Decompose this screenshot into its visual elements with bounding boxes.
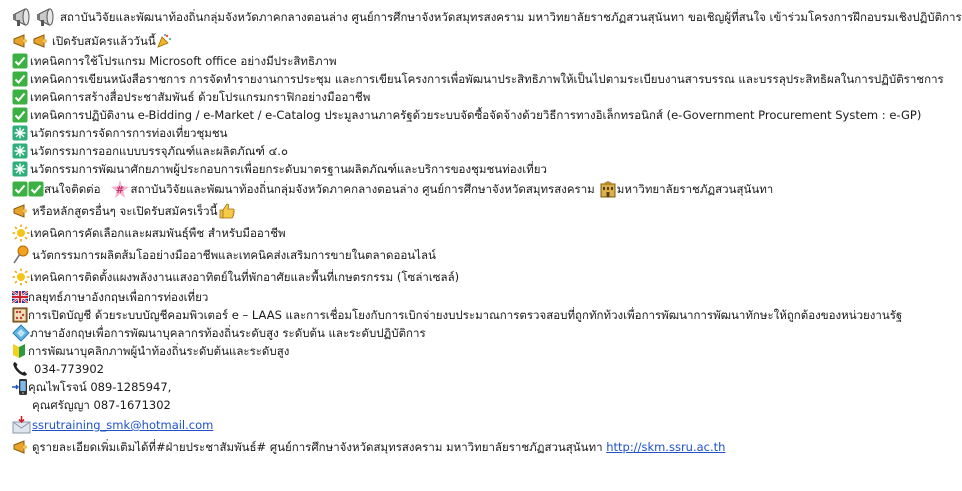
horn-icon [12,33,32,49]
megaphone-icon [12,6,36,28]
check-icon [12,53,28,69]
phone-line [12,360,958,378]
extra-item [12,244,958,266]
innovation-item [12,124,958,142]
interest-institute: สถาบันวิจัยและพัฒนาท้องถิ่นกลุ่มจังหวัดภาคกลางตอนล่าง ศูนย์การศึกษาจังหวัดสมุทรสงคราม [130,182,595,196]
extra-item [12,222,958,244]
mobile-contact-1: คุณไพโรจน์ 089-1285947, [28,380,172,394]
check-icon [12,71,28,87]
intro-text: สถาบันวิจัยและพัฒนาท้องถิ่นกลุ่มจังหวัดภาคกลางตอนล่าง ศูนย์การศึกษาจังหวัดสมุทรสงคราม มหาวิทยาลัยราชภัฏสวนสุนันทา ขอเชิญผู้ที่สนใจ เข้าร่วมโครงการฝึกอบรมเชิงปฏิบัติการ [60,10,962,24]
course-text: เทคนิคการสร้างสื่อประชาสัมพันธ์ ด้วยโปรแกรมกราฟิกอย่างมืออาชีพ [30,90,371,104]
extra-text: ภาษาอังกฤษเพื่อการพัฒนาบุคลากรท้องถิ่นระดับสูง ระดับต้น และระดับปฏิบัติการ [30,326,426,340]
megaphone-icon [36,6,60,28]
course-item [12,88,958,106]
course-text: เทคนิคการปฏิบัติงาน e-Bidding / e-Market / e-Catalog ประมูลงานภาครัฐด้วยระบบจัดซื้อจัดจ้างด้วยวิธีการทางอิเล็กทรอนิกส์ (e-Government Procurement System : e-GP) [30,108,922,122]
sun-icon [12,224,30,242]
mobile-line [12,378,958,396]
course-item [12,52,958,70]
extra-text: เทคนิคการติดตั้งแผงพลังงานแสงอาทิตย์ในที่พักอาศัยและพื้นที่เกษตรกรรม (โซล่าเซลล์) [30,270,460,284]
mobile-contact-2: คุณศรัญญา 087-1671302 [32,398,171,412]
extra-item [12,266,958,288]
extra-text: การพัฒนาบุคลิกภาพผู้นำท้องถิ่นระดับต้นและระดับสูง [28,344,290,358]
innovation-item [12,142,958,160]
building-icon [599,180,617,198]
extra-text: นวัตกรรมการผลิตส้มโออย่างมืออาชีพและเทคนิคส่งเสริมการขายในตลาดออนไลน์ [32,248,436,262]
uk-flag-icon [12,291,28,303]
mobile-phone-icon [12,378,28,396]
innovation-text: นวัตกรรมการจัดการการท่องเที่ยวชุมชน [30,126,228,140]
open-text: เปิดรับสมัครแล้ววันนี้ [52,34,156,48]
check-icon [12,107,28,123]
sun-icon [12,268,30,286]
sparkle-icon [12,125,28,141]
extra-item [12,342,958,360]
email-link[interactable]: ssrutraining_smk@hotmail.com [32,418,214,432]
extra-item [12,288,958,306]
extra-item [12,306,958,324]
innovation-text: นวัตกรรมการพัฒนาศักยภาพผู้ประกอบการเพื่อยกระดับมาตรฐานผลิตภัณฑ์และบริการของชุมชนท่องเที่ยว [30,162,547,176]
footer-line [12,436,958,458]
horn-icon [12,439,32,455]
extra-text: การเปิดบัญชี ด้วยระบบบัญชีคอมพิวเตอร์ e – LAAS และการเชื่อมโยงกับการเบิกจ่ายงบประมาณการตรวจสอบที่ถูกทักท้วงเพื่อการพัฒนาการพัฒนาทักษะให้ถูกต้องของหน่วยงานรัฐ [28,308,903,322]
check-icon [12,89,28,105]
interest-university: มหาวิทยาลัยราชภัฏสวนสุนันทา [616,182,774,196]
email-line [12,414,958,436]
extra-text: เทคนิคการคัดเลือกและผสมพันธุ์พืช สำหรับมืออาชีพ [30,226,286,240]
beginner-icon [12,343,26,359]
open-line [12,30,958,52]
footer-text: ดูรายละเอียดเพิ่มเติมได้ที่#ฝ่ายประชาสัมพันธ์# ศูนย์การศึกษาจังหวัดสมุทรสงคราม มหาวิทยาลัยราชภัฏสวนสุนันทา [32,440,607,454]
course-text: เทคนิคการเขียนหนังสือราชการ การจัดทำรายงานการประชุม และการเขียนโครงการเพื่อพัฒนาประสิทธิภาพให้เป็นไปตามระเบียบงานสารบรรณ และบรรลุประสิทธิผลในการปฏิบัติราชการ [30,72,944,86]
svg-text:#: # [115,185,124,196]
horn-icon [12,203,32,219]
website-link[interactable]: http://skm.ssru.ac.th [606,440,726,454]
course-item [12,70,958,88]
intro-line [12,4,962,30]
check-icon [12,181,28,197]
extra-text: กลยุทธ์ภาษาอังกฤษเพื่อการท่องเที่ยว [28,290,209,304]
pin-icon [12,245,30,265]
abacus-icon [12,307,28,323]
hashtag-icon [109,179,131,199]
course-item [12,106,958,124]
diamond-icon [12,324,30,342]
email-icon [12,416,32,434]
other-line [12,200,958,222]
phone-icon [12,361,28,377]
thumbs-up-icon [218,202,236,220]
phone-number: 034-773902 [34,362,104,376]
other-text: หรือหลักสูตรอื่นๆ จะเปิดรับสมัครเร็วนี้ [32,204,218,218]
party-popper-icon [156,33,172,49]
sparkle-icon [12,161,28,177]
horn-icon [32,33,52,49]
innovation-item [12,160,958,178]
post-body [12,4,962,458]
course-text: เทคนิคการใช้โปรแกรม Microsoft office อย่างมีประสิทธิภาพ [30,54,337,68]
interest-line [12,178,958,200]
interest-lead: สนใจติดต่อ [44,182,101,196]
check-icon [28,181,44,197]
sparkle-icon [12,143,28,159]
mobile-line-2 [12,396,958,414]
extra-item [12,324,958,342]
innovation-text: นวัตกรรมการออกแบบบรรจุภัณฑ์และผลิตภัณฑ์ ๔.๐ [30,144,288,158]
